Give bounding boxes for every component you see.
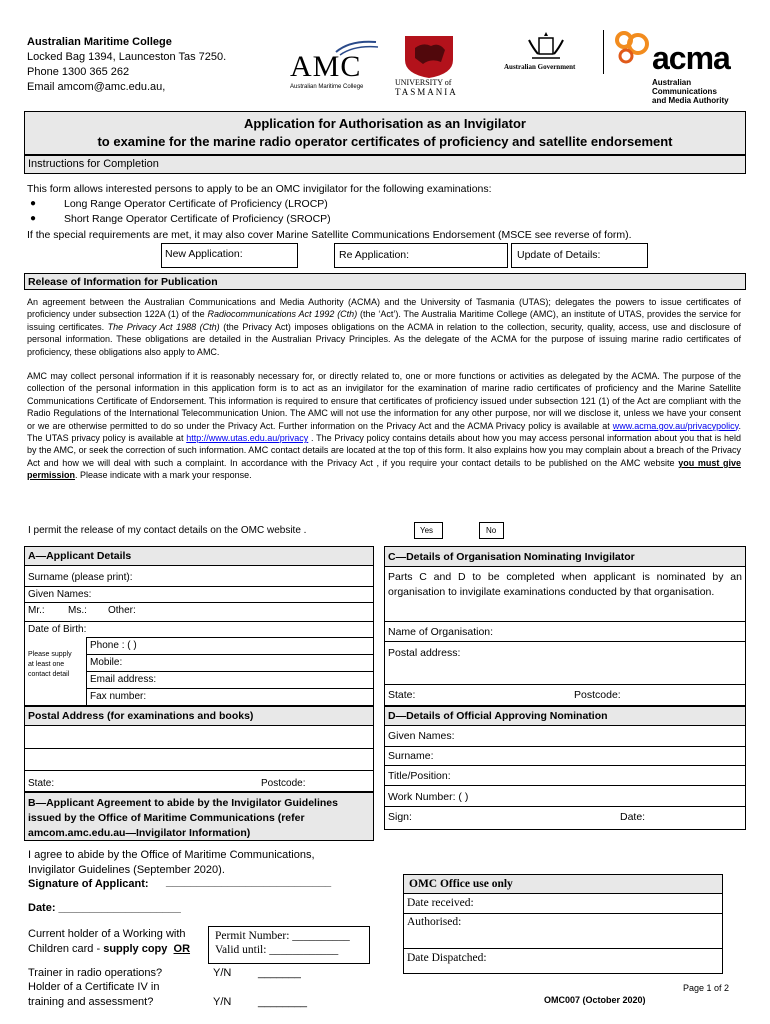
official-date-field[interactable]: Date: [620, 811, 646, 823]
divider [384, 806, 746, 807]
permit-release-text: I permit the release of my contact details on the OMC website . [28, 525, 307, 536]
signature-line[interactable]: ___________________________ [166, 876, 332, 888]
permit-number-field[interactable]: Permit Number: __________ [215, 930, 350, 942]
official-sign-field[interactable]: Sign: [388, 811, 412, 823]
given-names-field[interactable]: Given Names: [28, 589, 92, 600]
divider [403, 913, 723, 914]
divider [384, 684, 746, 685]
divider [24, 770, 374, 771]
new-application-checkbox[interactable] [161, 243, 298, 268]
college-name: Australian Maritime College [27, 36, 172, 48]
permit-yes-label: Yes [420, 526, 434, 535]
page-number: Page 1 of 2 [683, 983, 730, 993]
utas-logo [395, 32, 467, 98]
amc-logo-text: AMC [290, 50, 362, 83]
australian-government-logo [502, 30, 594, 74]
date-received-field: Date received: [407, 897, 474, 909]
cert-answer-line[interactable]: ________ [258, 996, 307, 1008]
office-heading-bar [403, 874, 723, 894]
agree-line-1: I agree to abide by the Office of Maritime Communications, [28, 849, 315, 861]
bullet-icon: ● [30, 198, 37, 209]
org-name-field[interactable]: Name of Organisation: [388, 626, 494, 638]
section-c-heading: C—Details of Organisation Nominating Invigilator [388, 551, 635, 563]
acma-sub-2: Communications [652, 87, 717, 96]
official-title-field[interactable]: Title/Position: [388, 770, 451, 782]
date-field[interactable]: Date: ____________________ [28, 902, 181, 914]
logo-divider [603, 30, 604, 74]
divider [24, 748, 374, 749]
date-dispatched-field: Date Dispatched: [407, 952, 487, 964]
org-postal-field[interactable]: Postal address: [388, 647, 461, 659]
section-b-heading-bar [24, 792, 374, 841]
official-given-names-field[interactable]: Given Names: [388, 730, 455, 742]
form-title-line2: to examine for the marine radio operator certificates of proficiency and satellite endorsement [97, 134, 673, 149]
section-b-heading-2: issued by the Office of Maritime Communications (refer [28, 812, 305, 824]
instructions-heading-bar [24, 155, 746, 174]
college-address: Locked Bag 1394, Launceston Tas 7250. [27, 51, 227, 63]
divider [384, 765, 746, 766]
form-title-line1: Application for Authorisation as an Invigilator [244, 116, 526, 131]
phone-field[interactable]: Phone : ( ) [90, 640, 137, 651]
bullet-icon: ● [30, 213, 37, 224]
postal-heading-bar [24, 706, 374, 726]
section-a-heading: A—Applicant Details [28, 550, 132, 562]
supply-note-3: contact detail [28, 671, 70, 678]
bullet-srocp: Short Range Operator Certificate of Proficiency (SROCP) [64, 213, 331, 225]
postal-heading: Postal Address (for examinations and books) [28, 710, 254, 722]
instructions-note: If the special requirements are met, it may also cover Marine Satellite Communications Endorsement (MSCE see reverse of form). [27, 229, 632, 241]
amc-logo-subtext: Australian Maritime College [290, 84, 364, 90]
coat-of-arms-icon [526, 30, 566, 62]
acma-privacy-link[interactable]: www.acma.gov.au/privacypolicy [612, 420, 739, 431]
release-paragraph-1: An agreement between the Australian Communications and Media Authority (ACMA) and the University of Tasmania (UTAS); delegates the powers to issue certificates of proficiency under subsection 122A (1) of the Radiocommunications Act 1992 (Cth) (the ‘Act’). The Australia Maritime College (AMC), an institute of UTAS, provides the service for issuing certificates. The Privacy Act 1988 (Cth) (the Privacy Act) imposes obligations on the ACMA in relation to the collection, security, quality, access, use and disclosure of personal information. These obligations are detailed in the Australian Privacy Principles. As the delegate of the ACMA for the purpose of issuing marine radio certificates of proficiency, these obligations also apply to AMC. [27, 297, 741, 357]
surname-field[interactable]: Surname (please print): [28, 572, 133, 583]
amc-logo [288, 36, 380, 96]
permit-box [208, 926, 370, 964]
section-a-heading-bar [24, 546, 374, 566]
divider [24, 586, 374, 587]
official-surname-field[interactable]: Surname: [388, 750, 434, 762]
divider [384, 746, 746, 747]
divider [403, 948, 723, 949]
org-state-field[interactable]: State: [388, 689, 416, 701]
acma-logo-text: acma [652, 40, 730, 76]
wwc-line-1: Current holder of a Working with [28, 928, 186, 940]
trainer-yn[interactable]: Y/N [213, 967, 232, 979]
instructions-intro: This form allows interested persons to apply to be an OMC invigilator for the following examinations: [27, 183, 492, 195]
release-heading: Release of Information for Publication [28, 276, 218, 288]
re-application-label: Re Application: [339, 249, 410, 261]
trainer-answer-line[interactable]: _______ [258, 967, 301, 979]
cert-question-2: training and assessment? [28, 996, 154, 1008]
email-field[interactable]: Email address: [90, 674, 157, 685]
utas-logo-text-2: TASMANIA [395, 87, 458, 97]
release-paragraph-2: AMC may collect personal information if it is reasonably necessary for, or directly related to, one or more functions or activities as delegated by the ACMA. The purpose of the collection of the personal information in this application form is to act as an invigilator for the examination of marine radio certificates of proficiency and the Marine Satellite Communications Certificate of Endorsement. This information is required to ensure that certificates of proficiency issued under subsection 121 (1) of the Act are compliant with the Radio Regulations of the International Telecommunication Union. The AMC will not use the information for any other purpose, nor will we disclose it, unless we have your consent or we are otherwise permitted to do so under the Privacy Act. Further information on the Privacy Act and the ACMA Privacy policy is available at www.acma.gov.au/privacypolicy. The UTAS privacy policy is available at http://www.utas.edu.au/privacy . The Privacy policy contains details about how you may access personal information about you that is held by the AMC, or seek the correction of such information. AMC contact details are located at the top of this form. It also explains how you may complain about a breach of the Privacy Act and how we will deal with such a complaint. In accordance with the Privacy Act , if you require your contact details to be published on the AMC website you must give permission. Please indicate with a mark your response. [27, 371, 741, 481]
divider [384, 621, 746, 622]
trainer-question: Trainer in radio operations? [28, 967, 163, 979]
section-b-heading-1: B—Applicant Agreement to abide by the Invigilator Guidelines [28, 797, 338, 809]
form-title-box [24, 111, 746, 155]
utas-lion-icon [401, 32, 457, 78]
title-mr-option[interactable]: Mr.: [28, 605, 45, 616]
permit-no-checkbox[interactable] [479, 522, 504, 539]
utas-privacy-link[interactable]: http://www.utas.edu.au/privacy [186, 433, 309, 444]
section-d-heading-bar [384, 706, 746, 726]
official-work-number-field[interactable]: Work Number: ( ) [388, 791, 469, 803]
college-email: Email amcom@amc.edu.au, [27, 81, 166, 93]
acma-circles-icon [614, 30, 656, 66]
valid-until-field[interactable]: Valid until: ____________ [215, 944, 339, 956]
agree-line-2: Invigilator Guidelines (September 2020). [28, 864, 225, 876]
instructions-heading: Instructions for Completion [28, 158, 159, 170]
acma-sub-1: Australian [652, 78, 692, 87]
section-c-description: Parts C and D to be completed when applicant is nominated by an organisation to invigilate examinations conducted by that organisation. [388, 571, 742, 598]
postal-state-field[interactable]: State: [28, 778, 55, 789]
divider [24, 602, 374, 603]
fax-field[interactable]: Fax number: [90, 691, 147, 702]
update-details-checkbox[interactable] [511, 243, 648, 268]
supply-note-1: Please supply [28, 651, 72, 658]
cert-question-1: Holder of a Certificate IV in [28, 981, 160, 993]
title-other-option[interactable]: Other: [108, 605, 136, 616]
title-ms-option[interactable]: Ms.: [68, 605, 87, 616]
wwc-line-2: Children card - supply copy OR [28, 943, 191, 955]
mobile-field[interactable]: Mobile: [90, 657, 123, 668]
divider [86, 654, 374, 655]
section-d-heading: D—Details of Official Approving Nomination [388, 710, 608, 722]
divider [24, 621, 374, 622]
divider [384, 785, 746, 786]
form-code: OMC007 (October 2020) [544, 995, 646, 1005]
permit-yes-checkbox[interactable] [414, 522, 443, 539]
office-heading: OMC Office use only [409, 878, 513, 890]
acma-logo [614, 28, 754, 104]
permit-no-label: No [486, 526, 497, 535]
cert-yn[interactable]: Y/N [213, 996, 232, 1008]
divider [86, 671, 374, 672]
gov-logo-text: Australian Government [504, 63, 576, 71]
section-b-heading-3: amcom.amc.edu.au—Invigilator Information) [28, 827, 251, 839]
release-heading-bar [24, 273, 746, 290]
college-phone: Phone 1300 365 262 [27, 66, 130, 78]
bullet-lrocp: Long Range Operator Certificate of Proficiency (LROCP) [64, 198, 328, 210]
new-application-label: New Application: [165, 248, 243, 260]
supply-note-2: at least one [28, 661, 65, 668]
divider [86, 688, 374, 689]
re-application-checkbox[interactable] [334, 243, 508, 268]
date-of-birth-field[interactable]: Date of Birth: [28, 624, 87, 635]
divider [86, 637, 374, 638]
divider [384, 641, 746, 642]
update-details-label: Update of Details: [517, 249, 601, 261]
org-postcode-field[interactable]: Postcode: [574, 689, 621, 701]
utas-logo-text-1: UNIVERSITY of [395, 78, 452, 87]
section-c-heading-bar [384, 546, 746, 567]
postal-postcode-field[interactable]: Postcode: [261, 778, 306, 789]
acma-sub-3: and Media Authority [652, 96, 729, 105]
authorised-field: Authorised: [407, 916, 462, 928]
signature-label: Signature of Applicant: [28, 878, 149, 890]
